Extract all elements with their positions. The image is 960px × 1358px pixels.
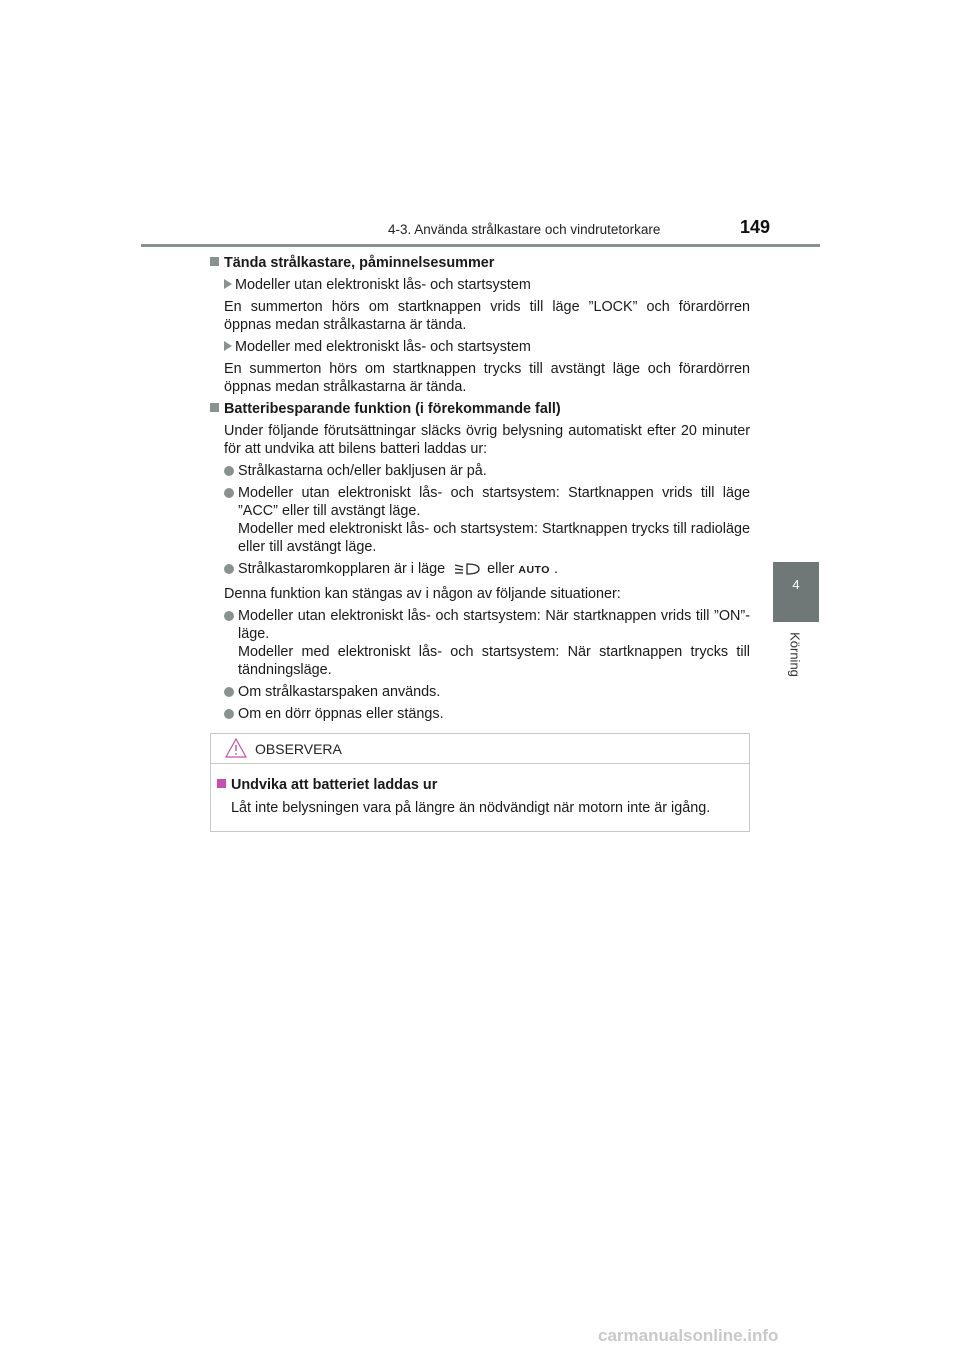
circle-bullet-icon (224, 709, 234, 719)
square-bullet-icon (217, 779, 226, 788)
caution-text: Låt inte belysningen vara på längre än nödvändigt när motorn inte är igång. (231, 800, 711, 816)
list-item: Strålkastaromkopplaren är i läge eller AUTO . (210, 560, 750, 581)
caution-title: OBSERVERA (255, 741, 342, 757)
caution-body (211, 764, 749, 818)
list-item: Modeller utan elektroniskt lås- och startsystem: När startknappen vrids till ”ON”-läge. Modeller med elektroniskt lås- och startsystem: När startknappen trycks till tändningsläge. (210, 607, 750, 679)
warning-triangle-icon (225, 738, 247, 763)
low-beam-headlight-icon (453, 562, 483, 581)
section-title: 4-3. Använda strålkastare och vindrutetorkare (388, 222, 661, 237)
circle-bullet-icon (224, 687, 234, 697)
paragraph: En summerton hörs om startknappen trycks till avstängt läge och förardörren öppnas medan strålkastarna är tända. (224, 361, 750, 395)
subheading: Modeller med elektroniskt lås- och startsystem (210, 338, 750, 356)
header-divider (141, 244, 820, 247)
section-heading: Batteribesparande funktion (i förekommande fall) (210, 400, 750, 418)
triangle-marker-icon (224, 279, 232, 289)
list-item: Om en dörr öppnas eller stängs. (210, 705, 750, 723)
page-number: 149 (740, 217, 771, 237)
chapter-tab-number: 4 (792, 577, 800, 592)
paragraph: Denna funktion kan stängas av i någon av följande situationer: (224, 586, 621, 602)
square-bullet-icon (210, 403, 219, 412)
section-heading: Tända strålkastare, påminnelsesummer (210, 254, 750, 272)
chapter-tab-label: Körning (787, 632, 803, 677)
circle-bullet-icon (224, 564, 234, 574)
main-content (210, 254, 750, 727)
square-bullet-icon (210, 257, 219, 266)
list-item: Strålkastarna och/eller bakljusen är på. (210, 462, 750, 480)
paragraph: Under följande förutsättningar släcks övrig belysning automatiskt efter 20 minuter för att undvika att bilens batteri laddas ur: (224, 423, 750, 457)
caution-heading: Undvika att batteriet laddas ur (217, 776, 749, 795)
triangle-marker-icon (224, 341, 232, 351)
circle-bullet-icon (224, 611, 234, 621)
subheading: Modeller utan elektroniskt lås- och startsystem (210, 276, 750, 294)
circle-bullet-icon (224, 488, 234, 498)
caution-header (211, 734, 749, 764)
chapter-tab (773, 562, 819, 622)
auto-mode-icon: AUTO (518, 564, 550, 576)
paragraph: En summerton hörs om startknappen vrids till läge ”LOCK” och förardörren öppnas medan strålkastarna är tända. (224, 299, 750, 333)
circle-bullet-icon (224, 466, 234, 476)
watermark: carmanualsonline.info (598, 1326, 779, 1345)
list-item: Modeller utan elektroniskt lås- och startsystem: Startknappen vrids till läge ”ACC” eller till avstängt läge. Modeller med elektroniskt lås- och startsystem: Startknappen trycks till radioläge eller till avstängt läge. (210, 484, 750, 556)
list-item: Om strålkastarspaken används. (210, 683, 750, 701)
caution-box (210, 733, 750, 832)
